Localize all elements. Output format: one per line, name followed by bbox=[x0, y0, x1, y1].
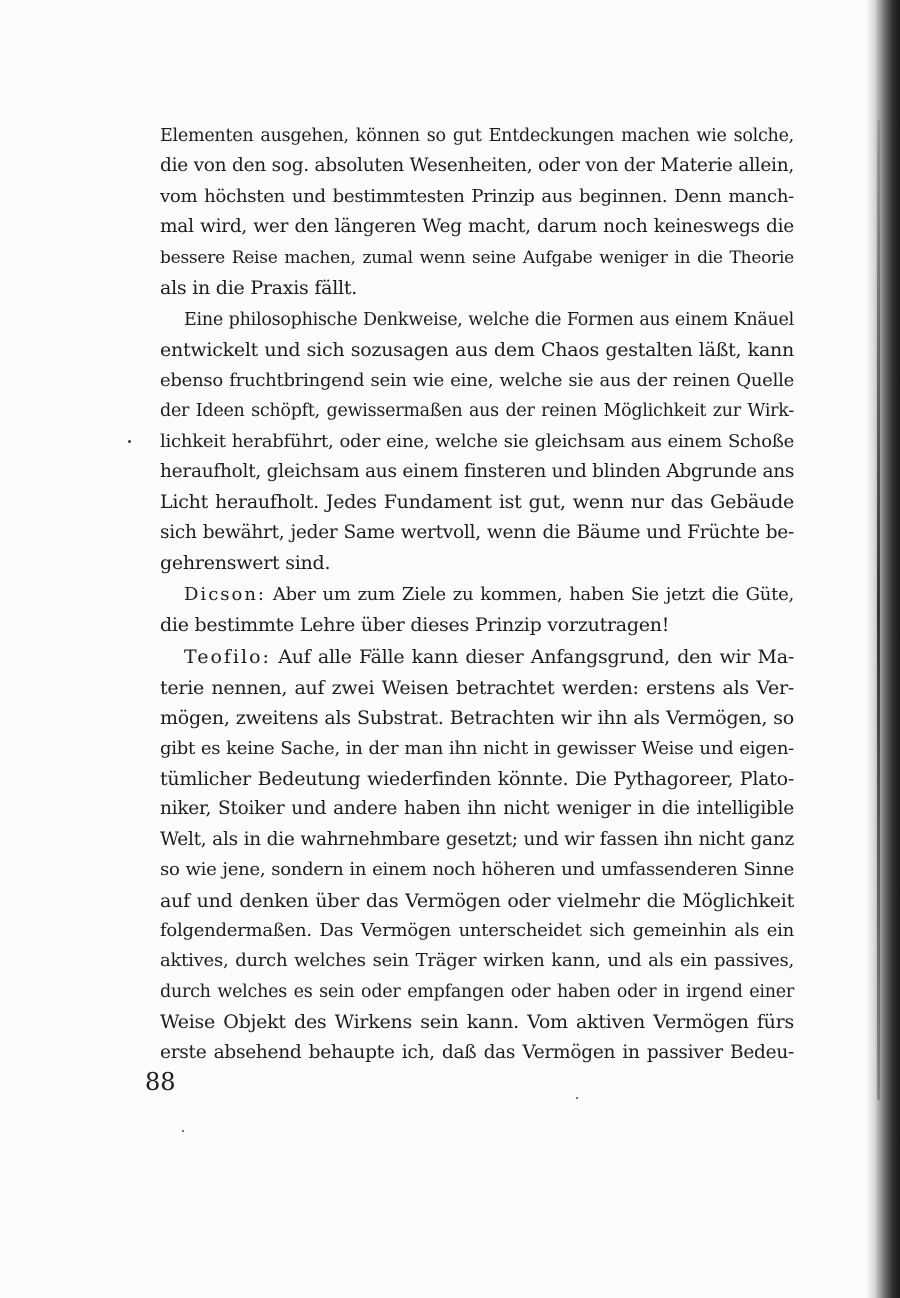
text-line: Licht heraufholt. Jedes Fundament ist gut, wenn nur das Gebäude bbox=[160, 491, 794, 514]
text-line: heraufholt, gleichsam aus einem finsteren und blinden Abgrunde ans bbox=[160, 460, 795, 482]
text-line: vom höchsten und bestimmtesten Prinzip aus beginnen. Denn manch- bbox=[160, 185, 794, 207]
text-line: auf und denken über das Vermögen oder vielmehr die Möglichkeit bbox=[160, 889, 794, 912]
text-line: sich bewährt, jeder Same wertvoll, wenn die Bäume und Früchte be- bbox=[160, 521, 794, 543]
text-line: ebenso fruchtbringend sein wie eine, welche sie aus der reinen Quelle bbox=[160, 369, 794, 391]
text-line: Welt, als in die wahrnehmbare gesetzt; und wir fassen ihn nicht ganz bbox=[160, 828, 794, 850]
speaker-name: Teofilo: bbox=[184, 646, 271, 669]
text-line: lichkeit herabführt, oder eine, welche sie gleichsam aus einem Schoße bbox=[160, 430, 794, 452]
text-line: gibt es keine Sache, in der man ihn nicht in gewisser Weise und eigen- bbox=[160, 737, 794, 759]
text-line: Elementen ausgehen, können so gut Entdeckungen machen wie solche, bbox=[160, 126, 794, 146]
text-line: so wie jene, sondern in einem noch höheren und umfassenderen Sinne bbox=[160, 859, 794, 881]
dialogue-line bbox=[160, 580, 794, 610]
dialogue-line bbox=[160, 642, 794, 672]
text-span: Auf alle Fälle kann dieser Anfangsgrund, den wir Ma- bbox=[278, 646, 794, 669]
text-line: terie nennen, auf zwei Weisen betrachtet werden: erstens als Ver- bbox=[160, 676, 794, 699]
page-edge-shadow bbox=[866, 0, 900, 1298]
text-line: folgendermaßen. Das Vermögen unterscheidet sich gemeinhin als ein bbox=[160, 919, 794, 941]
scan-speck bbox=[128, 440, 131, 443]
text-line: Eine philosophische Denkweise, welche die Formen aus einem Knäuel bbox=[184, 309, 794, 330]
text-line: die bestimmte Lehre über dieses Prinzip vorzutragen! bbox=[160, 614, 670, 637]
binding-line bbox=[877, 120, 880, 1100]
page-number: 88 bbox=[145, 1068, 176, 1096]
text-line: die von den sog. absoluten Wesenheiten, oder von der Materie allein, bbox=[160, 155, 794, 177]
text-line: niker, Stoiker und andere haben ihn nicht weniger in die intelligible bbox=[160, 798, 794, 820]
body-text bbox=[160, 121, 794, 1068]
text-line: tümlicher Bedeutung wiederfinden könnte. Die Pythagoreer, Plato- bbox=[160, 767, 794, 790]
text-line: aktives, durch welches sein Träger wirken kann, und als ein passives, bbox=[160, 950, 794, 972]
text-line: als in die Praxis fällt. bbox=[160, 276, 358, 299]
text-line: erste absehend behaupte ich, daß das Vermögen in passiver Bedeu- bbox=[160, 1041, 794, 1063]
text-line: gehrenswert sind. bbox=[160, 552, 331, 575]
text-line: bessere Reise machen, zumal wenn seine Aufgabe weniger in die Theorie bbox=[160, 247, 794, 268]
text-line: Weise Objekt des Wirkens sein kann. Vom aktiven Vermögen fürs bbox=[160, 1011, 794, 1034]
text-line: entwickelt und sich sozusagen aus dem Chaos gestalten läßt, kann bbox=[160, 339, 794, 362]
text-line: mögen, zweitens als Substrat. Betrachten wir ihn als Vermögen, so bbox=[160, 707, 794, 730]
text-line: durch welches es sein oder empfangen oder haben oder in irgend einer bbox=[160, 981, 794, 1002]
scan-speck bbox=[182, 1130, 184, 1132]
text-line: der Ideen schöpft, gewissermaßen aus der reinen Möglichkeit zur Wirk- bbox=[160, 401, 794, 422]
text-span: Aber um zum Ziele zu kommen, haben Sie jetzt die Güte, bbox=[272, 584, 794, 606]
text-line: mal wird, wer den längeren Weg macht, darum noch keineswegs die bbox=[160, 216, 794, 238]
speaker-name: Dicson: bbox=[184, 584, 267, 606]
scan-speck bbox=[576, 1097, 578, 1099]
